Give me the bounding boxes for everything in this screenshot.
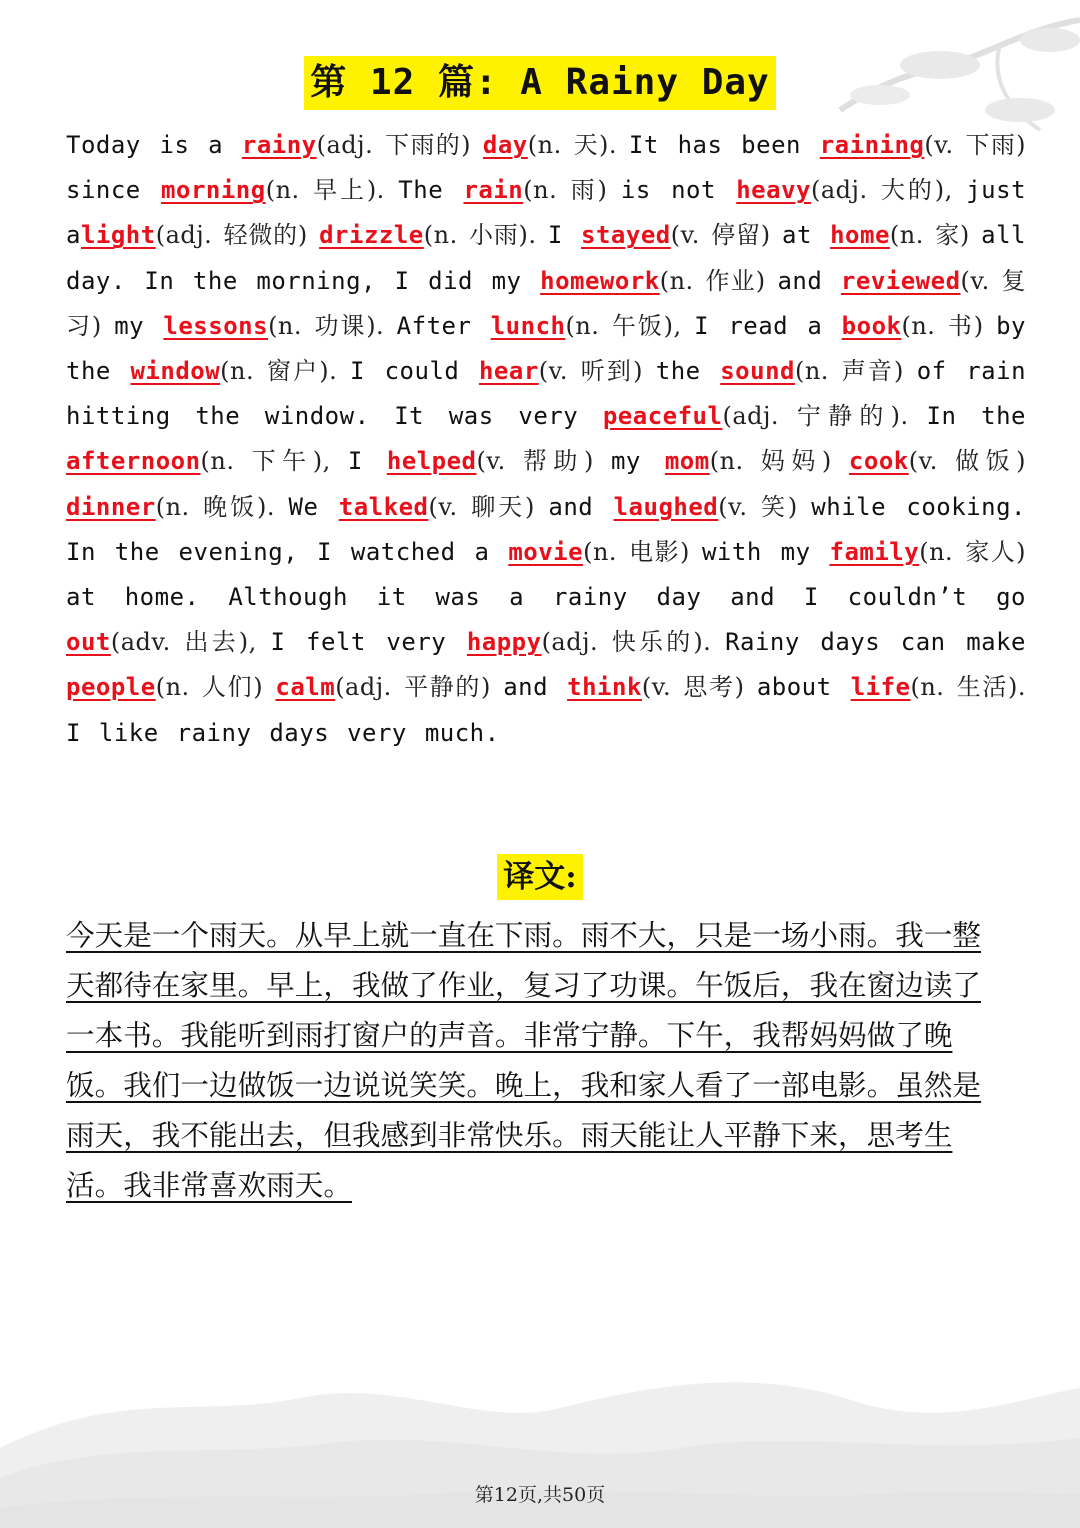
story-fragment: and	[503, 673, 568, 702]
story-fragment: I	[347, 447, 387, 476]
story-fragment: my	[610, 447, 665, 476]
vocab-gloss: (n. 小雨).	[423, 221, 548, 250]
story-fragment: all day. In the morning, I did my	[66, 221, 1027, 295]
vocab-word: people	[66, 673, 156, 702]
vocab-word: light	[80, 221, 156, 250]
vocab-gloss: (adj. 宁静的).	[722, 402, 927, 431]
story-fragment: of rain hitting the window. It was very	[66, 357, 1027, 431]
story-fragment: In the	[926, 402, 1026, 431]
story-fragment: I like rainy days very much.	[66, 718, 500, 747]
story-fragment: my	[114, 311, 164, 340]
vocab-gloss: (v. 听到)	[538, 357, 656, 386]
vocab-gloss: (adj. 轻微的)	[155, 221, 320, 250]
vocab-gloss: (n. 家人)	[919, 537, 1027, 566]
story-fragment: Rainy days can make	[725, 628, 1027, 657]
story-fragment: at	[782, 221, 831, 250]
vocab-word: sound	[720, 357, 795, 386]
story-fragment: After	[396, 311, 491, 340]
vocab-word: dinner	[66, 492, 156, 521]
vocab-word: movie	[508, 537, 584, 566]
vocab-gloss: (n. 晚饭).	[155, 492, 289, 521]
vocab-word: helped	[386, 447, 477, 476]
story-fragment: Today is a	[66, 131, 242, 159]
vocab-gloss: (n. 下午),	[200, 447, 348, 476]
vocab-gloss: (v. 思考)	[641, 673, 757, 702]
vocab-gloss: (v. 聊天)	[428, 492, 549, 521]
vocab-word: day	[482, 131, 528, 159]
vocab-word: rainy	[241, 131, 317, 159]
story-fragment: and	[548, 492, 614, 521]
vocab-gloss: (adj. 平静的)	[335, 673, 504, 702]
vocab-word: reviewed	[840, 266, 961, 295]
vocab-word: heavy	[736, 176, 811, 205]
story-fragment: I could	[350, 357, 479, 386]
vocab-word: happy	[466, 628, 542, 657]
vocab-word: afternoon	[66, 447, 201, 476]
story-fragment: I felt very	[270, 628, 467, 657]
translation-paragraph: 今天是一个雨天。从早上就一直在下雨。雨不大，只是一场小雨。我一整天都待在家里。早上，我做了作业，复习了功课。午饭后，我在窗边读了一本书。我能听到雨打窗户的声音。非常宁静。下午，我帮妈妈做了晚饭。我们一边做饭一边说说笑笑。晚上，我和家人看了一部电影。虽然是雨天，我不能出去，但我感到非常快乐。雨天能让人平静下来，思考生活。我非常喜欢雨天。	[66, 918, 982, 1202]
page-footer: 第12页,共50页	[474, 1484, 606, 1506]
vocab-gloss: (v. 笑)	[718, 492, 812, 521]
vocab-gloss: (v. 帮助)	[476, 447, 611, 476]
vocab-gloss: (n. 午饭),	[565, 311, 695, 340]
story-fragment: It has been	[628, 131, 820, 159]
story-fragment: just a	[66, 176, 1027, 250]
story-fragment: by the	[66, 311, 1026, 386]
vocab-word: calm	[275, 673, 336, 702]
vocab-gloss: (adv. 出去),	[110, 628, 271, 657]
vocab-word: lessons	[163, 311, 269, 340]
vocab-gloss: (adj. 下雨的)	[316, 131, 483, 159]
vocab-word: mom	[664, 447, 710, 476]
story-fragment: I	[547, 221, 582, 250]
vocab-word: lunch	[490, 311, 566, 340]
vocab-gloss: (n. 作业)	[659, 266, 778, 295]
vocab-word: morning	[161, 176, 266, 205]
story-fragment: with my	[701, 537, 830, 566]
vocab-word: think	[567, 673, 642, 702]
vocab-word: talked	[338, 492, 429, 521]
vocab-word: book	[841, 311, 902, 340]
vocab-word: homework	[540, 266, 660, 295]
vocab-gloss: (v. 做饭)	[908, 447, 1027, 476]
vocab-gloss: (n. 书)	[901, 311, 997, 340]
vocab-word: peaceful	[602, 402, 723, 431]
vocab-gloss: (n. 天).	[527, 131, 629, 159]
vocab-word: life	[850, 673, 911, 702]
story-fragment: about	[756, 673, 851, 702]
story-fragment: since	[66, 176, 162, 205]
vocab-word: home	[830, 221, 890, 250]
vocab-word: out	[66, 628, 111, 657]
story-fragment: We	[288, 492, 339, 521]
vocab-gloss: (n. 人们)	[155, 673, 276, 702]
vocab-gloss: (n. 声音)	[794, 357, 917, 386]
vocab-word: family	[829, 537, 920, 566]
story-text	[66, 123, 1026, 756]
vocab-word: rain	[463, 176, 524, 205]
vocab-gloss: (v. 停留)	[670, 221, 782, 250]
vocab-gloss: (n. 生活).	[910, 673, 1027, 702]
vocab-word: window	[130, 357, 221, 386]
vocab-word: drizzle	[319, 221, 424, 250]
story-fragment: The	[398, 176, 464, 205]
vocab-gloss: (v. 下雨)	[924, 131, 1027, 159]
vocab-gloss: (n. 电影)	[583, 537, 702, 566]
story-fragment: and	[777, 266, 841, 295]
story-fragment: is not	[620, 176, 737, 205]
translation-label: 译文:	[497, 854, 582, 900]
vocab-word: hear	[478, 357, 539, 386]
vocab-word: cook	[848, 447, 909, 476]
vocab-gloss: (v. 复习)	[66, 266, 1027, 340]
vocab-word: stayed	[581, 221, 671, 250]
vocab-gloss: (adj. 大的),	[810, 176, 967, 205]
vocab-gloss: (adj. 快乐的).	[541, 628, 726, 657]
vocab-gloss: (n. 窗户).	[220, 357, 351, 386]
vocab-gloss: (n. 雨)	[523, 176, 621, 205]
story-fragment: at home. Although it was a rainy day and I couldn’t go	[66, 583, 1026, 612]
article-title: 第 12 篇: A Rainy Day	[304, 56, 775, 110]
story-fragment: the	[655, 357, 721, 386]
vocab-gloss: (n. 功课).	[268, 311, 397, 340]
vocab-word: raining	[819, 131, 925, 159]
vocab-word: laughed	[613, 492, 719, 521]
story-fragment: I read a	[694, 311, 842, 340]
translation-text	[66, 910, 1006, 1210]
vocab-gloss: (n. 早上).	[265, 176, 399, 205]
story-fragment: while cooking. In the evening, I watched a	[66, 492, 1026, 566]
vocab-gloss: (n. 妈妈)	[709, 447, 849, 476]
vocab-gloss: (n. 家)	[889, 221, 982, 250]
